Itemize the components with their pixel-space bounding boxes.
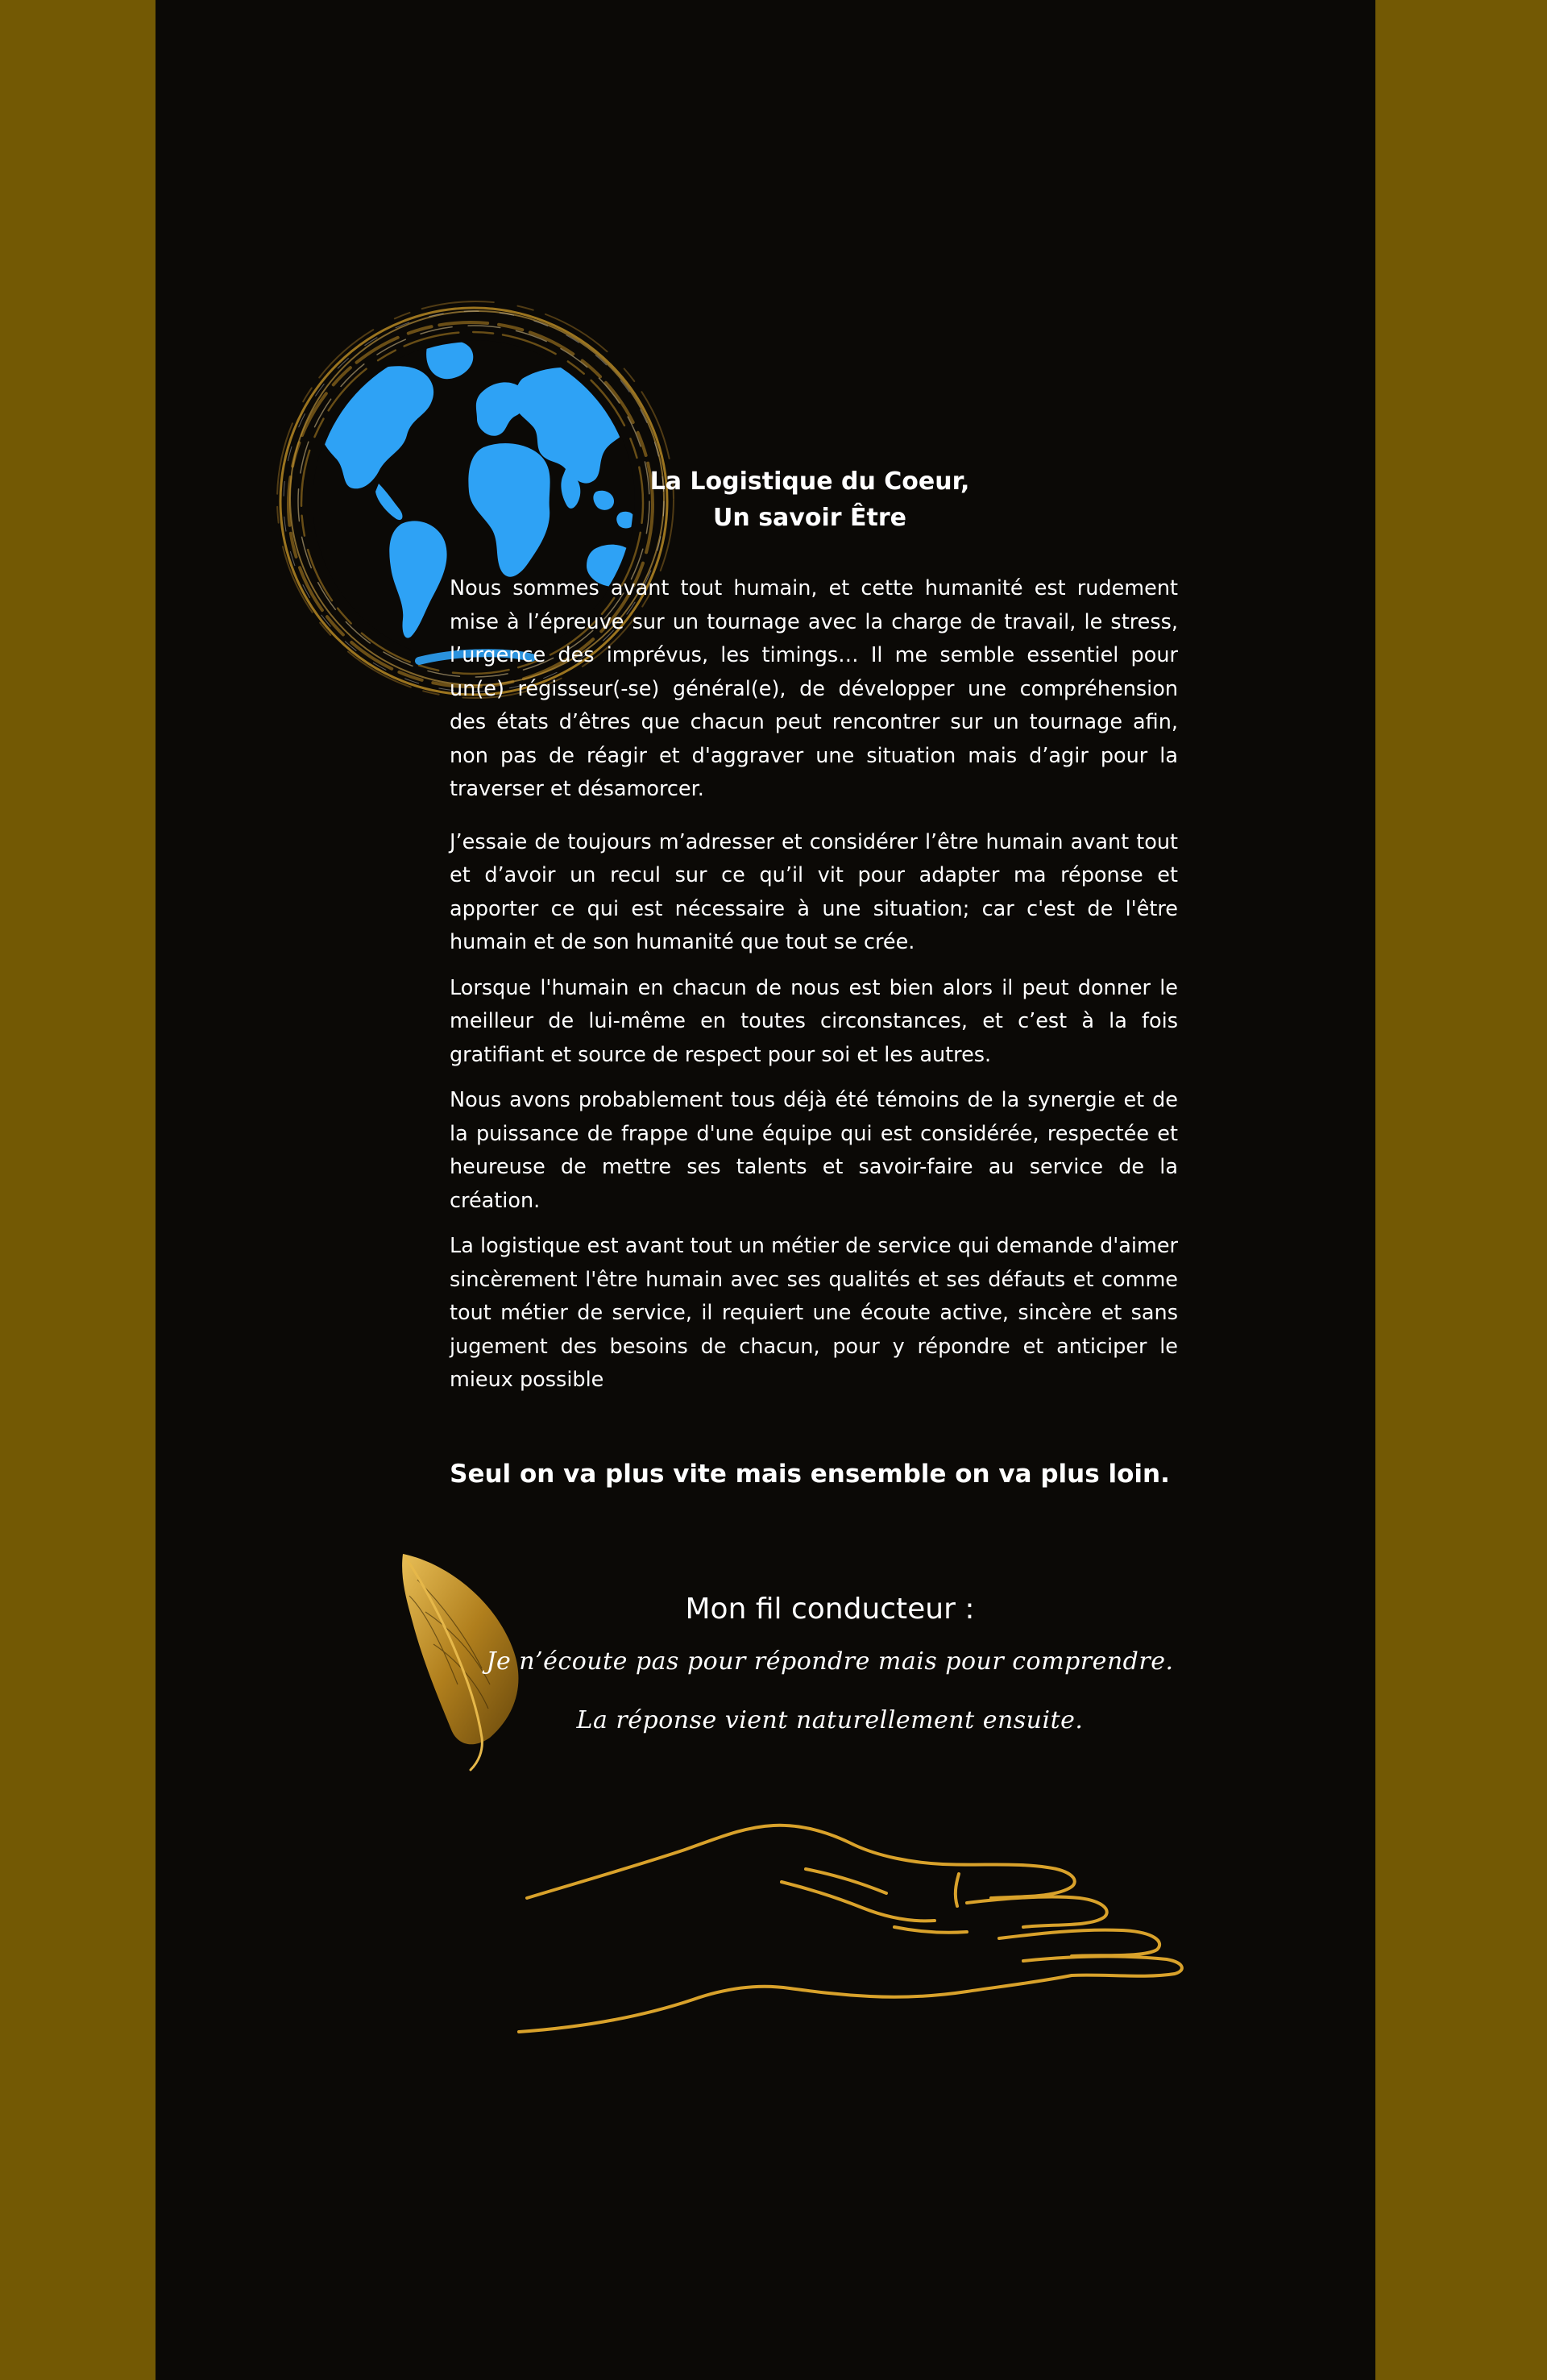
- motto: Seul on va plus vite mais ensemble on va plus loin.: [450, 1460, 1170, 1489]
- open-hand-icon: [516, 1785, 1192, 2035]
- paragraph-3: Lorsque l'humain en chacun de nous est bien alors il peut donner le meilleur de lui-même en toutes circonstances, et c’est à la fois gratifiant et source de respect pour soi et les autres.: [450, 975, 1178, 1067]
- fil-conducteur-title: Mon fil conducteur :: [685, 1593, 975, 1626]
- paragraph-1: Nous sommes avant tout humain, et cette humanité est rudement mise à l’épreuve sur un tournage avec la charge de travail, le stress, l’urgence des imprévus, les timings… Il me semble essentiel pour un(e) régisseur(-se) général(e), de développer une compréhension des états d’êtres que chacun peut rencontrer sur un tournage afin, non pas de réagir et d'aggraver une situation mais d’agir pour la traverser et désamorcer.: [450, 576, 1178, 801]
- paragraph-4: Nous avons probablement tous déjà été témoins de la synergie et de la puissance de frappe d'une équipe qui est considérée, respectée et heureuse de mettre ses talents et savoir-faire au service de la création.: [450, 1088, 1178, 1213]
- paragraph-2: J’essaie de toujours m’adresser et considérer l’être humain avant tout et d’avoir un recul sur ce qu’il vit pour adapter ma réponse et apporter ce qui est nécessaire à une situation; car c'est de l'être humain et de son humanité que tout se crée.: [450, 829, 1178, 954]
- page-title: [600, 463, 1019, 536]
- title-line-1: La Logistique du Coeur,: [649, 467, 970, 496]
- quote-line-1: Je n’écoute pas pour répondre mais pour comprendre.: [486, 1647, 1174, 1676]
- title-line-2: Un savoir Être: [713, 504, 906, 532]
- paragraph-5: La logistique est avant tout un métier de service qui demande d'aimer sincèrement l'être humain avec ses qualités et ses défauts et comme tout métier de service, il requiert une écoute active, sincère et sans jugement des besoins de chacun, pour y répondre et anticiper le mieux possible: [450, 1234, 1178, 1392]
- body-text: [450, 572, 1178, 1410]
- quote-line-2: La réponse vient naturellement ensuite.: [576, 1706, 1084, 1734]
